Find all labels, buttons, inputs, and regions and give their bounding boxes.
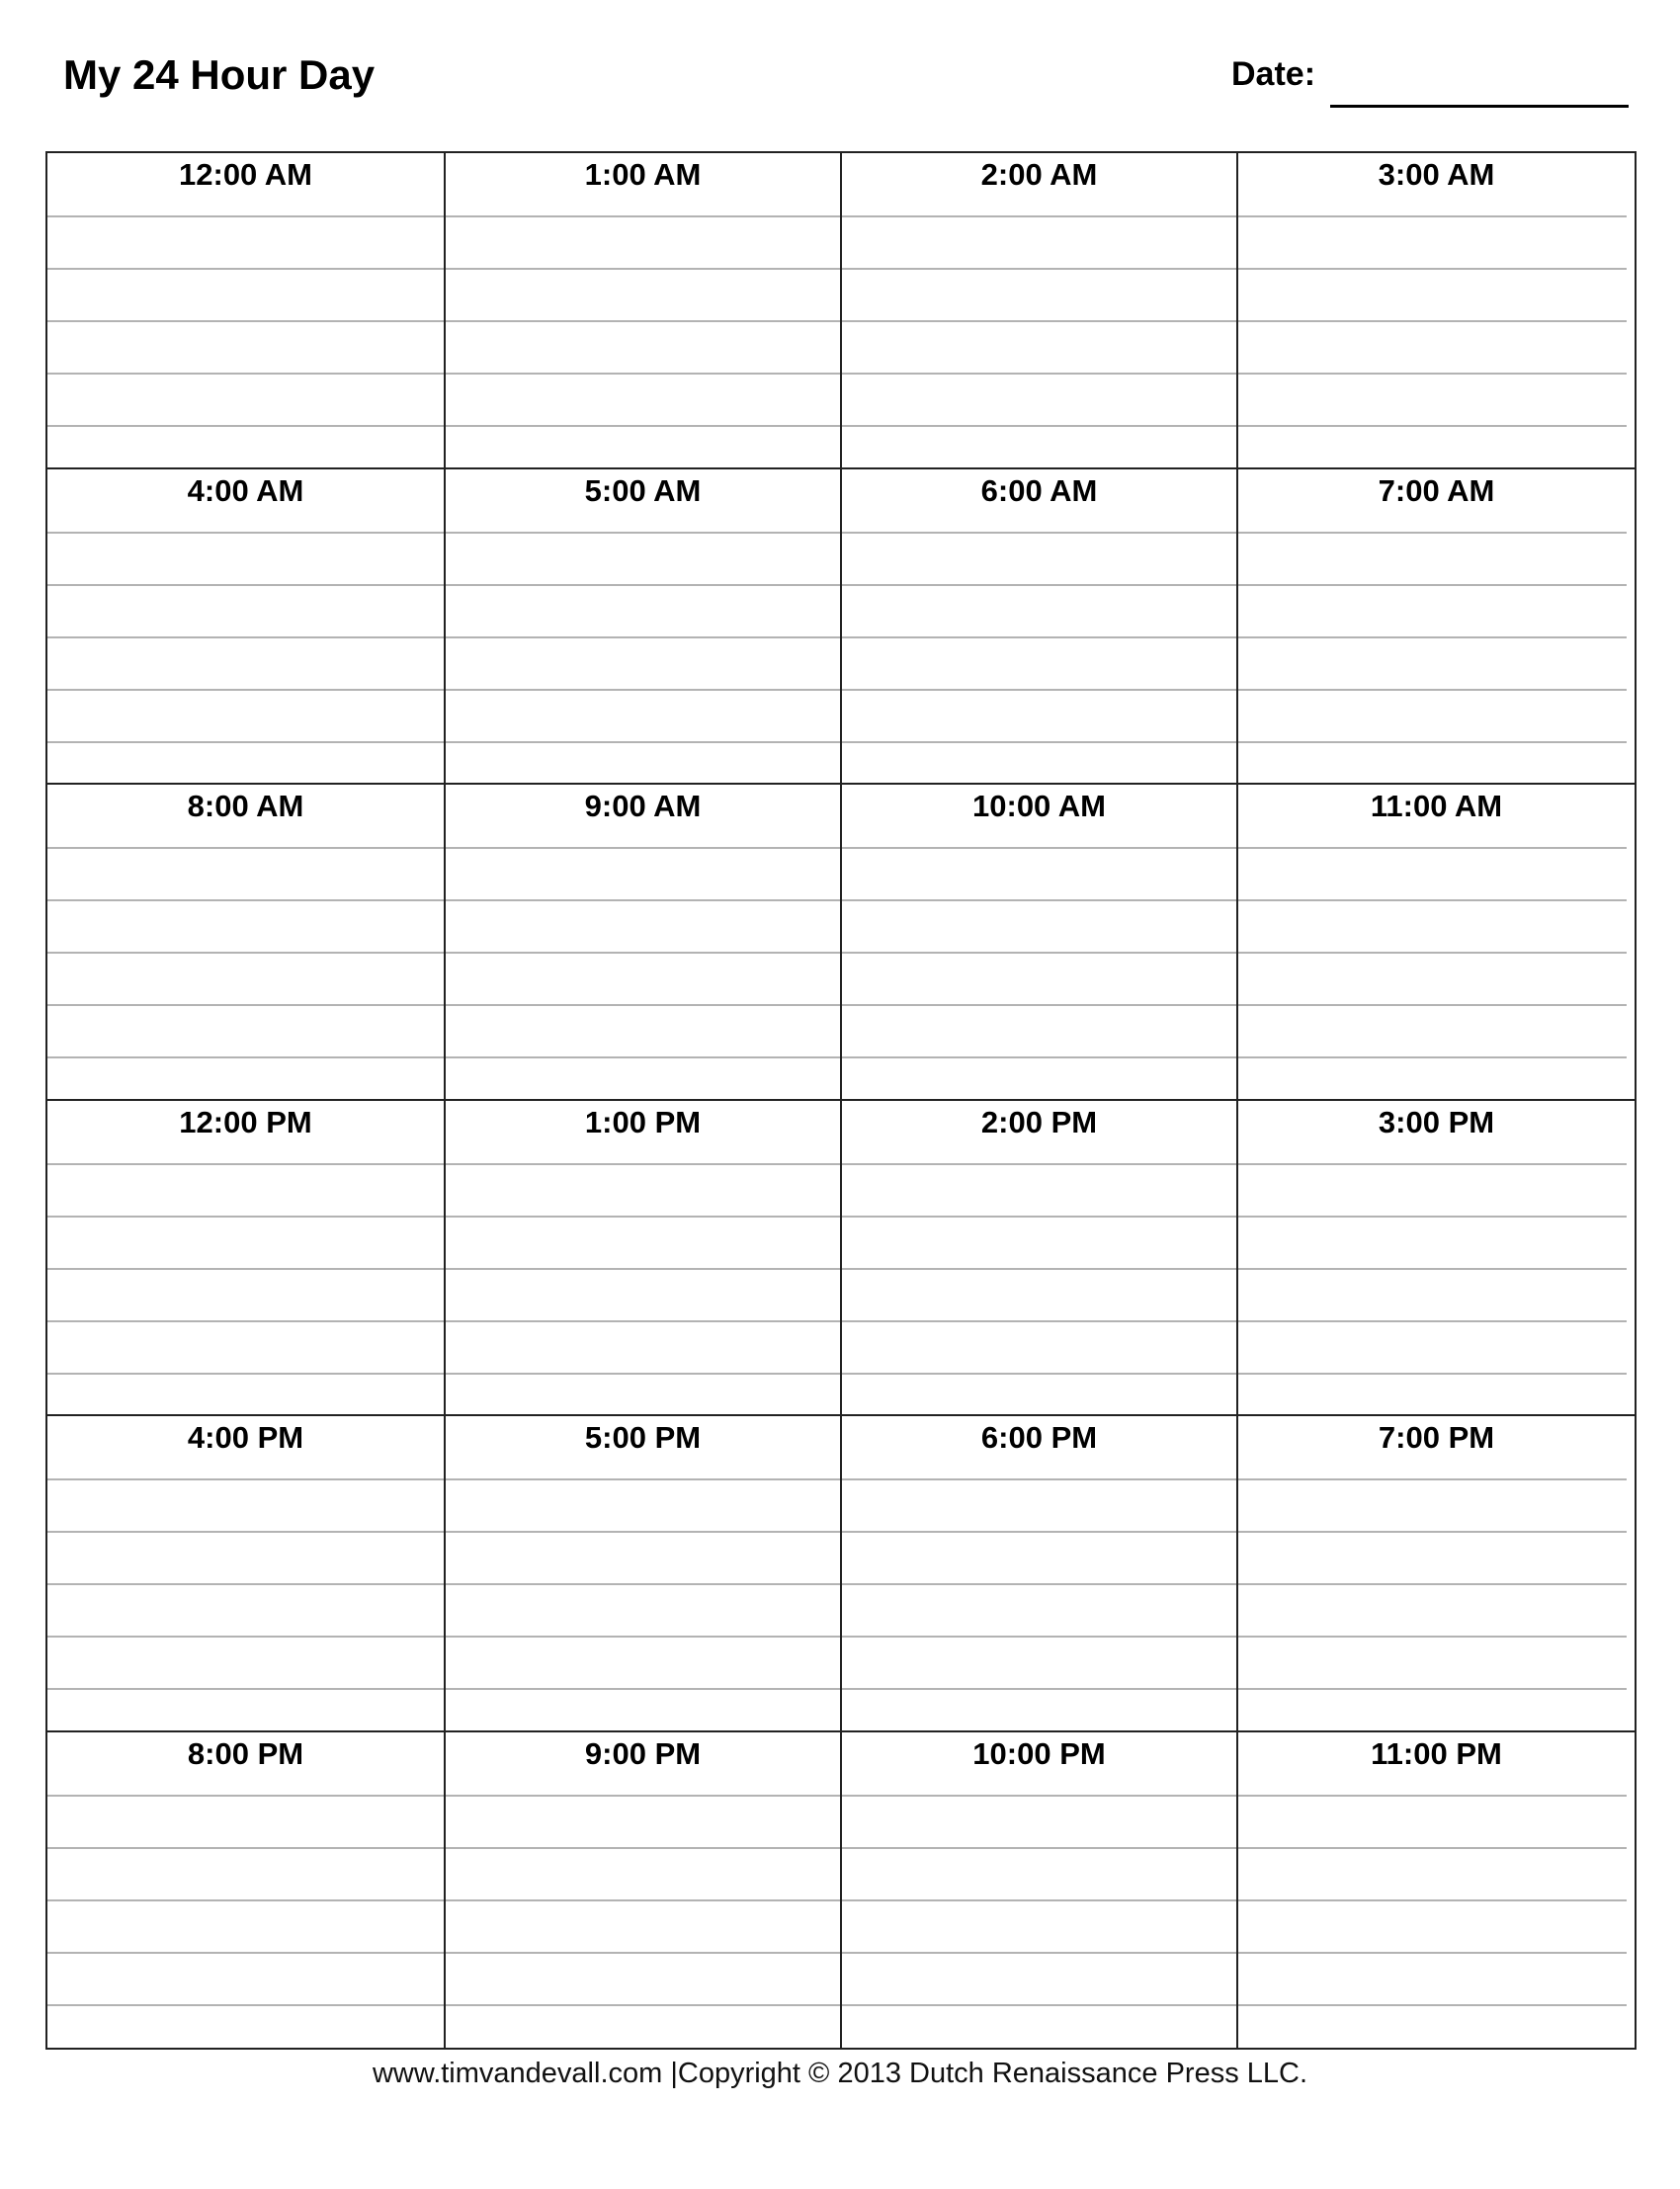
writing-line[interactable] bbox=[842, 1636, 1236, 1638]
hour-label: 1:00 AM bbox=[584, 157, 702, 192]
writing-line[interactable] bbox=[842, 1847, 1236, 1849]
writing-line[interactable] bbox=[1238, 1688, 1627, 1690]
writing-line[interactable] bbox=[446, 1216, 840, 1218]
writing-line[interactable] bbox=[842, 899, 1236, 901]
writing-line[interactable] bbox=[446, 215, 840, 217]
hour-label: 7:00 AM bbox=[1378, 472, 1495, 508]
writing-line[interactable] bbox=[47, 1636, 444, 1638]
writing-line[interactable] bbox=[47, 1216, 444, 1218]
writing-line[interactable] bbox=[842, 741, 1236, 743]
writing-line[interactable] bbox=[47, 1004, 444, 1006]
hour-block[interactable] bbox=[1238, 153, 1635, 469]
writing-line[interactable] bbox=[446, 1373, 840, 1375]
writing-line[interactable] bbox=[47, 1268, 444, 1270]
writing-line[interactable] bbox=[842, 952, 1236, 954]
writing-line[interactable] bbox=[47, 1688, 444, 1690]
hour-label: 8:00 AM bbox=[187, 789, 304, 823]
writing-line[interactable] bbox=[1238, 847, 1627, 849]
page-title: My 24 Hour Day bbox=[63, 51, 376, 98]
writing-line[interactable] bbox=[446, 1268, 840, 1270]
hour-label: 9:00 PM bbox=[584, 1735, 702, 1771]
writing-line[interactable] bbox=[446, 741, 840, 743]
writing-line[interactable] bbox=[1238, 1478, 1627, 1480]
writing-line[interactable] bbox=[1238, 268, 1627, 270]
writing-line[interactable] bbox=[47, 532, 444, 534]
hour-block[interactable] bbox=[1238, 785, 1635, 1101]
writing-line[interactable] bbox=[1238, 899, 1627, 901]
writing-line[interactable] bbox=[47, 1899, 444, 1901]
writing-line[interactable] bbox=[1238, 215, 1627, 217]
hour-block[interactable] bbox=[446, 785, 842, 1101]
writing-line[interactable] bbox=[47, 1056, 444, 1058]
hour-block[interactable] bbox=[842, 153, 1238, 469]
copyright-footer: www.timvandevall.com |Copyright © 2013 Dutch Renaissance Press LLC. bbox=[372, 2058, 1308, 2089]
writing-line[interactable] bbox=[1238, 1847, 1627, 1849]
hour-label: 12:00 PM bbox=[179, 1104, 312, 1139]
date-label: Date: bbox=[1231, 55, 1316, 93]
writing-line[interactable] bbox=[1238, 1216, 1627, 1218]
writing-line[interactable] bbox=[1238, 1795, 1627, 1797]
writing-line[interactable] bbox=[1238, 373, 1627, 375]
writing-line[interactable] bbox=[446, 268, 840, 270]
writing-line[interactable] bbox=[842, 1478, 1236, 1480]
writing-line[interactable] bbox=[842, 1216, 1236, 1218]
writing-line[interactable] bbox=[1238, 689, 1627, 691]
writing-line[interactable] bbox=[47, 1163, 444, 1165]
writing-line[interactable] bbox=[842, 636, 1236, 638]
writing-line[interactable] bbox=[446, 1163, 840, 1165]
writing-line[interactable] bbox=[842, 1899, 1236, 1901]
hour-label: 11:00 PM bbox=[1371, 1735, 1502, 1771]
writing-line[interactable] bbox=[1238, 636, 1627, 638]
writing-line[interactable] bbox=[47, 847, 444, 849]
writing-line[interactable] bbox=[47, 1583, 444, 1585]
hour-label: 6:00 PM bbox=[980, 1420, 1098, 1455]
hour-block[interactable] bbox=[47, 153, 446, 469]
writing-line[interactable] bbox=[47, 215, 444, 217]
writing-line[interactable] bbox=[47, 1952, 444, 1954]
writing-line[interactable] bbox=[446, 2004, 840, 2006]
hour-label: 12:00 AM bbox=[179, 157, 312, 192]
writing-line[interactable] bbox=[446, 636, 840, 638]
hour-label: 7:00 PM bbox=[1378, 1420, 1495, 1455]
writing-line[interactable] bbox=[1238, 2004, 1627, 2006]
writing-line[interactable] bbox=[446, 1636, 840, 1638]
hour-label: 11:00 AM bbox=[1370, 789, 1503, 823]
hour-label: 4:00 PM bbox=[187, 1420, 304, 1455]
writing-line[interactable] bbox=[842, 320, 1236, 322]
writing-line[interactable] bbox=[842, 689, 1236, 691]
writing-line[interactable] bbox=[47, 373, 444, 375]
writing-line[interactable] bbox=[446, 1795, 840, 1797]
hour-block[interactable] bbox=[446, 1101, 842, 1417]
writing-line[interactable] bbox=[842, 1531, 1236, 1533]
hour-block[interactable] bbox=[1238, 1416, 1635, 1732]
writing-line[interactable] bbox=[446, 689, 840, 691]
writing-line[interactable] bbox=[47, 268, 444, 270]
hour-grid bbox=[45, 151, 1637, 2050]
writing-line[interactable] bbox=[446, 1320, 840, 1322]
hour-block[interactable] bbox=[446, 153, 842, 469]
hour-block[interactable] bbox=[842, 469, 1238, 786]
writing-line[interactable] bbox=[842, 1268, 1236, 1270]
hour-label: 4:00 AM bbox=[187, 472, 304, 508]
writing-line[interactable] bbox=[842, 1056, 1236, 1058]
writing-line[interactable] bbox=[47, 584, 444, 586]
hour-label: 5:00 AM bbox=[584, 472, 702, 508]
writing-line[interactable] bbox=[842, 584, 1236, 586]
writing-line[interactable] bbox=[1238, 1056, 1627, 1058]
writing-line[interactable] bbox=[446, 1004, 840, 1006]
writing-line[interactable] bbox=[842, 373, 1236, 375]
hour-block[interactable] bbox=[47, 469, 446, 786]
writing-line[interactable] bbox=[446, 1478, 840, 1480]
writing-line[interactable] bbox=[446, 1056, 840, 1058]
writing-line[interactable] bbox=[1238, 320, 1627, 322]
writing-line[interactable] bbox=[446, 320, 840, 322]
writing-line[interactable] bbox=[842, 1952, 1236, 1954]
writing-line[interactable] bbox=[446, 1583, 840, 1585]
hour-block[interactable] bbox=[47, 1101, 446, 1417]
hour-label: 6:00 AM bbox=[980, 472, 1098, 508]
hour-label: 3:00 AM bbox=[1378, 157, 1495, 192]
writing-line[interactable] bbox=[446, 1531, 840, 1533]
hour-label: 9:00 AM bbox=[584, 789, 702, 823]
hour-block[interactable] bbox=[1238, 469, 1635, 786]
writing-line[interactable] bbox=[446, 373, 840, 375]
writing-line[interactable] bbox=[446, 847, 840, 849]
writing-line[interactable] bbox=[842, 1583, 1236, 1585]
writing-line[interactable] bbox=[1238, 1163, 1627, 1165]
writing-line[interactable] bbox=[842, 1163, 1236, 1165]
writing-line[interactable] bbox=[1238, 1320, 1627, 1322]
writing-line[interactable] bbox=[47, 1531, 444, 1533]
hour-block[interactable] bbox=[446, 1416, 842, 1732]
writing-line[interactable] bbox=[842, 2004, 1236, 2006]
writing-line[interactable] bbox=[1238, 1373, 1627, 1375]
writing-line[interactable] bbox=[1238, 584, 1627, 586]
writing-line[interactable] bbox=[47, 952, 444, 954]
hour-block[interactable] bbox=[47, 1416, 446, 1732]
writing-line[interactable] bbox=[842, 268, 1236, 270]
writing-line[interactable] bbox=[47, 1373, 444, 1375]
writing-line[interactable] bbox=[47, 1847, 444, 1849]
writing-line[interactable] bbox=[1238, 1531, 1627, 1533]
hour-block[interactable] bbox=[842, 1416, 1238, 1732]
writing-line[interactable] bbox=[47, 689, 444, 691]
hour-label: 10:00 PM bbox=[972, 1735, 1106, 1771]
hour-block[interactable] bbox=[842, 785, 1238, 1101]
writing-line[interactable] bbox=[446, 584, 840, 586]
writing-line[interactable] bbox=[47, 741, 444, 743]
hour-block[interactable] bbox=[842, 1732, 1238, 2049]
hour-label: 1:00 PM bbox=[584, 1104, 702, 1139]
writing-line[interactable] bbox=[842, 215, 1236, 217]
hour-label: 10:00 AM bbox=[972, 789, 1106, 823]
writing-line[interactable] bbox=[446, 1847, 840, 1849]
writing-line[interactable] bbox=[47, 2004, 444, 2006]
hour-block[interactable] bbox=[47, 1732, 446, 2049]
writing-line[interactable] bbox=[842, 1004, 1236, 1006]
writing-line[interactable] bbox=[1238, 1268, 1627, 1270]
writing-line[interactable] bbox=[446, 1688, 840, 1690]
hour-label: 5:00 PM bbox=[584, 1420, 702, 1455]
hour-label: 2:00 AM bbox=[980, 157, 1098, 192]
hour-block[interactable] bbox=[446, 1732, 842, 2049]
writing-line[interactable] bbox=[47, 425, 444, 427]
writing-line[interactable] bbox=[1238, 1952, 1627, 1954]
hour-label: 2:00 PM bbox=[980, 1104, 1098, 1139]
writing-line[interactable] bbox=[1238, 1636, 1627, 1638]
writing-line[interactable] bbox=[842, 1373, 1236, 1375]
writing-line[interactable] bbox=[842, 1320, 1236, 1322]
writing-line[interactable] bbox=[842, 847, 1236, 849]
writing-line[interactable] bbox=[842, 1795, 1236, 1797]
hour-block[interactable] bbox=[1238, 1101, 1635, 1417]
hour-label: 3:00 PM bbox=[1378, 1104, 1495, 1139]
writing-line[interactable] bbox=[446, 952, 840, 954]
writing-line[interactable] bbox=[1238, 1004, 1627, 1006]
writing-line[interactable] bbox=[842, 1688, 1236, 1690]
hour-label: 8:00 PM bbox=[187, 1735, 304, 1771]
hour-block[interactable] bbox=[47, 785, 446, 1101]
writing-line[interactable] bbox=[1238, 741, 1627, 743]
writing-line[interactable] bbox=[1238, 952, 1627, 954]
writing-line[interactable] bbox=[1238, 1899, 1627, 1901]
writing-line[interactable] bbox=[842, 532, 1236, 534]
date-field[interactable] bbox=[1330, 105, 1629, 108]
writing-line[interactable] bbox=[446, 1899, 840, 1901]
writing-line[interactable] bbox=[842, 425, 1236, 427]
hour-block[interactable] bbox=[1238, 1732, 1635, 2049]
writing-line[interactable] bbox=[47, 636, 444, 638]
writing-line[interactable] bbox=[1238, 425, 1627, 427]
writing-line[interactable] bbox=[47, 320, 444, 322]
writing-line[interactable] bbox=[47, 899, 444, 901]
writing-line[interactable] bbox=[47, 1795, 444, 1797]
writing-line[interactable] bbox=[446, 532, 840, 534]
writing-line[interactable] bbox=[446, 899, 840, 901]
writing-line[interactable] bbox=[47, 1478, 444, 1480]
writing-line[interactable] bbox=[47, 1320, 444, 1322]
hour-block[interactable] bbox=[842, 1101, 1238, 1417]
writing-line[interactable] bbox=[1238, 532, 1627, 534]
writing-line[interactable] bbox=[1238, 1583, 1627, 1585]
writing-line[interactable] bbox=[446, 425, 840, 427]
writing-line[interactable] bbox=[446, 1952, 840, 1954]
hour-block[interactable] bbox=[446, 469, 842, 786]
